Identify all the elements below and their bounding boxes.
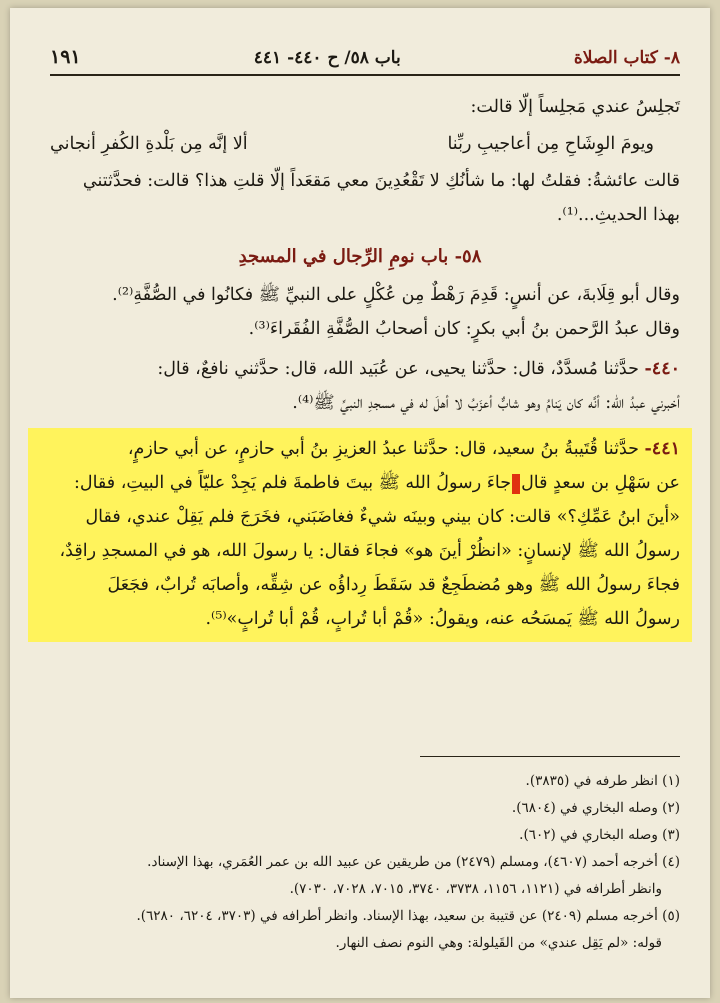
text-line: وقال عبدُ الرَّحمن بنُ أبي بكرٍ: كان أصحابُ الصُّفَّةِ الفُقَراءَ⁽³⁾. [248, 319, 680, 339]
footnote-continuation: قوله: «لم يَقِل عندي» من القَيلولة: وهي النوم نصف النهار. [335, 935, 662, 951]
main-text [40, 90, 680, 642]
text-line: بهذا الحديثِ...⁽¹⁾. [556, 205, 680, 225]
chapter-reference: باب ٥٨/ ح ٤٤٠- ٤٤١ [253, 48, 401, 68]
text-segment: جاءَ رسولُ الله ﷺ بيتَ فاطمةَ فلم يَجِدْ عليّاً في البيتِ، فقال: [73, 473, 512, 493]
chapter-heading: ٥٨- باب نومِ الرِّجال في المسجدِ [238, 246, 482, 267]
text-line: تَجلِسُ عندي مَجلِساً إلّا قالت: [470, 97, 680, 117]
book-title: ٨- كتاب الصلاة [573, 48, 680, 68]
highlighted-hadith-441 [28, 428, 692, 642]
footnote: (٥) أخرجه مسلم (٢٤٠٩) عن قتيبة بن سعيد، بهذا الإسناد. وانظر أطرافه في (٣٧٠٣، ٦٢٠٤، ٦٢٨٠). [136, 908, 680, 924]
page-header [50, 38, 680, 68]
footnotes [40, 768, 680, 957]
text-line: وقال أبو قِلَابةَ، عن أنسٍ: قَدِمَ رَهْطٌ مِن عُكْلٍ على النبيِّ ﷺ فكانُوا في الصُّفَّةِ⁽²⁾. [112, 285, 680, 305]
page-number: ١٩١ [50, 46, 81, 68]
footnote: (٣) وصله البخاري في (٦٠٢). [519, 827, 680, 843]
text-line: أخبرني عبدُ الله: أنَّه كان يَنامُ وهو شابٌّ أعزَبُ لا أهلَ له في مسجدِ النبيِّ ﷺ⁽⁴⁾. [292, 393, 680, 413]
footnote: (٤) أخرجه أحمد (٤٦٠٧)، ومسلم (٢٤٧٩) من طريقين عن عبيد الله بن عمر العُمَري، بهذا الإسناد. [147, 854, 680, 870]
text-line: حدَّثنا مُسدَّدٌ، قال: حدَّثنا يحيى، عن عُبَيد الله، قال: حدَّثني نافعٌ، قال: [157, 359, 639, 379]
text-line: فجاءَ رسولُ الله ﷺ وهو مُضطَجِعٌ قد سَقَطَ رِداؤُه عن شِقِّه، وأصابَه تُرابٌ، فجَعَلَ [107, 575, 680, 595]
hadith-number: ٤٤١- [644, 439, 680, 459]
verse-first-hemistich: ويومَ الوِشَاحِ مِن أعاجيبِ ربِّنا [447, 134, 654, 154]
text-line: حدَّثنا قُتَيبةُ بنُ سعيد، قال: حدَّثنا عبدُ العزيزِ بنُ أبي حازمٍ، عن أبي حازمٍ، [127, 439, 639, 459]
text-line: رسولُ الله ﷺ يَمسَحُه عنه، ويقولُ: «قُمْ أبا تُرابٍ، قُمْ أبا تُرابٍ»⁽⁵⁾. [205, 609, 680, 629]
text-line: «أينَ ابنُ عَمِّكِ؟» قالت: كان بيني وبينَه شيءٌ فغاضَبَني، فخَرَجَ فلم يَقِلْ عندي، فقال [85, 507, 680, 527]
footnote: (١) انظر طرفه في (٣٨٣٥). [525, 773, 680, 789]
text-line: قالت عائشةُ: فقلتُ لها: ما شأنُكِ لا تَقْعُدِينَ معي مَقعَداً إلّا قلتِ هذا؟ قالت: فحدَّثتني [82, 171, 680, 191]
text-segment: عن سَهْلِ بن سعدٍ قال [521, 473, 680, 493]
hadith-440 [40, 352, 680, 420]
book-page [10, 8, 710, 998]
header-rule [50, 74, 680, 76]
footnote-continuation: وانظر أطرافه في (١١٢١، ١١٥٦، ٣٧٣٨، ٣٧٤٠، ٧٠١٥، ٧٠٢٨، ٧٠٣٠). [289, 881, 662, 897]
verse-second-hemistich: ألا إنَّه مِن بَلْدةِ الكُفرِ أنجاني [50, 134, 248, 154]
footnote-separator [420, 756, 680, 757]
hadith-number: ٤٤٠- [644, 359, 680, 379]
poetry-verse [40, 124, 680, 164]
text-line: رسولُ الله ﷺ لإنسانٍ: «انظُرْ أينَ هو» فجاءَ فقال: يا رسولَ الله، هو في المسجدِ راقِدٌ، [59, 541, 680, 561]
footnote: (٢) وصله البخاري في (٦٨٠٤). [511, 800, 680, 816]
cursor-marker [512, 474, 520, 494]
